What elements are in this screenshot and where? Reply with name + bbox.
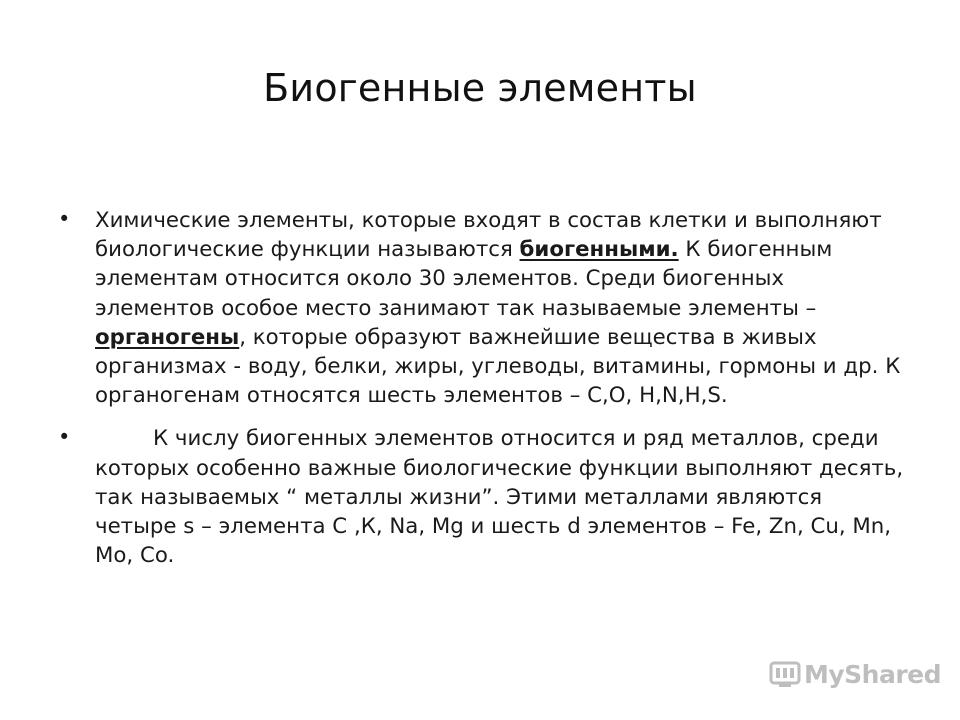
term-organogens: органогены (95, 324, 240, 350)
myshared-watermark (768, 656, 941, 692)
text-segment: К биогенным элементам относится около 30 элементов. Среди биогенных элементов особое место занимают так называемые элементы – (95, 237, 833, 321)
text-segment: К числу биогенных элементов относится и ряд металлов, среди которых особенно важные биологические функции выполняют десять, так называемых “ металлы жизни”. Этими металлами являются четыре s – элемента С ,К, Na, Mg и шесть d элементов – Fe, Zn, Cu, Mn, Mo, Co. (95, 426, 904, 569)
bullet-text-1 (95, 208, 900, 408)
term-biogenic: биогенными. (519, 237, 679, 263)
text-segment: Химические элементы, которые входят в состав клетки и выполняют биологические функции называются (95, 208, 882, 263)
text-segment: , которые образуют важнейшие вещества в живых организмах - воду, белки, жиры, углеводы, витамины, гормоны и др. К органогенам относятся шесть элементов – С,О, Н,N,Н,S. (95, 324, 901, 409)
bullet-item-1 (58, 206, 908, 410)
bullet-item-2 (58, 424, 908, 570)
bullet-icon: • (58, 425, 71, 450)
slide-title: Биогенные элементы (263, 66, 697, 110)
bullet-list (58, 206, 908, 570)
watermark-text: MyShared (804, 659, 942, 689)
bullet-icon: • (58, 207, 71, 231)
bullet-text-2 (95, 426, 903, 568)
myshared-logo-icon (768, 657, 802, 691)
